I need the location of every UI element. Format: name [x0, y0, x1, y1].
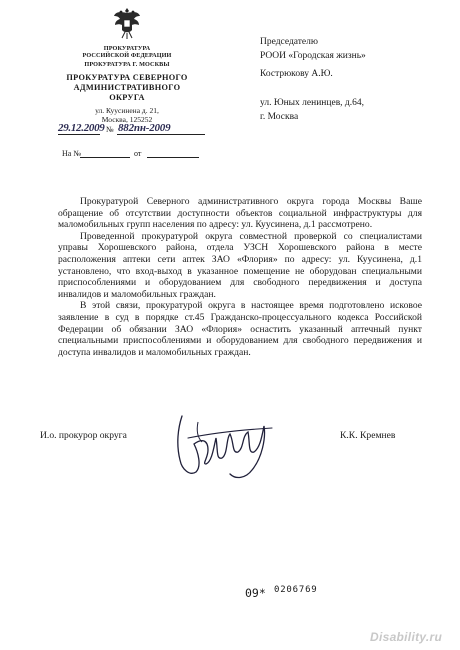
header-prosecutor: ПРОКУРАТУРА [103, 45, 151, 52]
ref-number-line [80, 157, 130, 158]
recipient-city: г. Москва [260, 112, 299, 122]
ref-date-line [147, 157, 199, 158]
number-underline [117, 134, 205, 135]
handwritten-signature-icon [168, 408, 288, 486]
header-moscow: ПРОКУРАТУРА Г. МОСКВЫ [84, 61, 170, 68]
body-paragraph-2: Проведенной прокуратурой округа совместной проверкой со специалистами управы Хорошевского района, отдела УЗСН Хорошевского района в месте расположения аптеки сети аптек ЗАО «Флория» по адресу: ул. Куусинена, д.1 установлено, что вход-выход в указанное помещение не оборудован специальными приспособлениями и оборудованием для свободного передвижения и доступа инвалидов и маломобильных граждан. [58, 230, 422, 300]
body-paragraph-3: В этой связи, прокуратурой округа в настоящее время подготовлено исковое заявление в суд в порядке ст.45 Гражданско-процессуального кодекса Российской Федерации об обязании ЗАО «Флория» оснастить указанный аптечный пункт специальными приспособлениями и оборудованием для свободного передвижения и доступа инвалидов и маломобильных граждан. [58, 300, 422, 358]
recipient-position: Председателю [260, 37, 318, 47]
signature-title: И.о. прокурор округа [40, 430, 127, 441]
number-handwritten: 882пн-2009 [118, 122, 171, 134]
body-paragraph-1: Прокуратурой Северного административного округа города Москвы Ваше обращение об отсутствии доступности объектов социальной инфраструктуры для маломобильных групп населения по адресу: ул. Куусинена, д.1 рассмотрено. [58, 196, 422, 231]
number-mark: № [106, 125, 114, 134]
header-office-1: ПРОКУРАТУРА СЕВЕРНОГО [66, 73, 188, 82]
ref-label: На № [62, 149, 81, 158]
recipient-name: Кострюкову А.Ю. [260, 69, 333, 79]
signature-name: К.К. Кремнев [340, 430, 396, 441]
state-emblem-icon [112, 6, 142, 40]
letter-body [58, 196, 422, 358]
serial-prefix: 09* [245, 586, 266, 600]
watermark: Disability.ru [370, 630, 443, 644]
header-office-3: ОКРУГА [109, 93, 145, 102]
header-office-2: АДМИНИСТРАТИВНОГО [73, 83, 181, 92]
serial-number: 0206769 [274, 585, 318, 595]
date-handwritten: 29.12.2009 [58, 122, 105, 134]
recipient-street: ул. Юных ленинцев, д.64, [260, 98, 365, 108]
header-address-1: ул. Куусинена д. 21, [95, 106, 159, 115]
header-federation: РОССИЙСКОЙ ФЕДЕРАЦИИ [82, 52, 172, 59]
date-underline [58, 134, 100, 135]
ref-from: от [134, 149, 142, 158]
recipient-org: РООИ «Городская жизнь» [260, 51, 366, 61]
header-address-2: Москва, 125252 [101, 115, 153, 124]
